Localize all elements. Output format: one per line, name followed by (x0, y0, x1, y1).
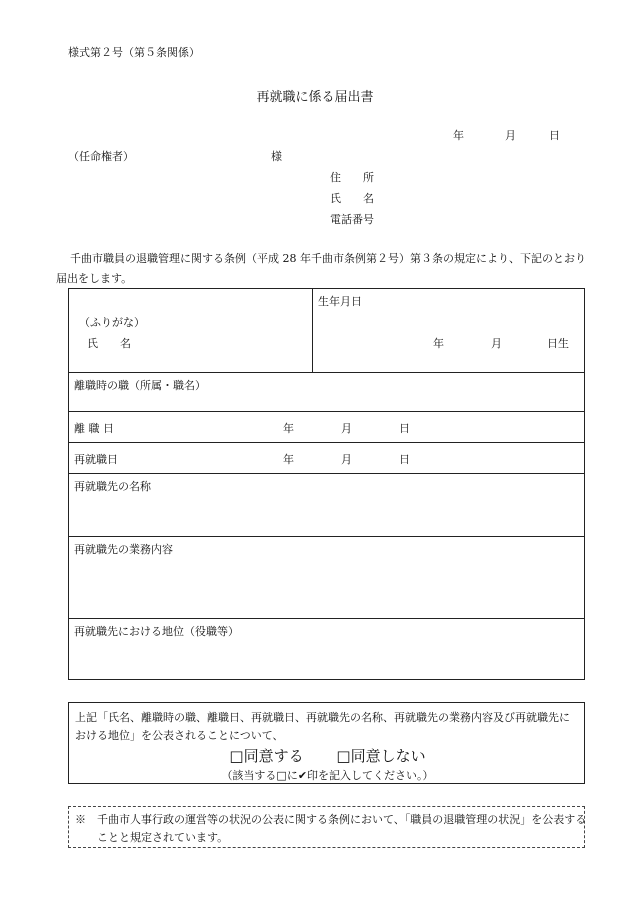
employer-name-label: 再就職先の名称 (74, 480, 151, 493)
consent-choices (69, 745, 586, 766)
form-number: 様式第２号（第５条関係） (68, 46, 200, 59)
retire-date-label: 離 職 日 (74, 422, 114, 435)
employer-position-label: 再就職先における地位（役職等） (74, 625, 239, 638)
date-year: 年 (453, 129, 464, 142)
row-divider (69, 372, 584, 373)
retire-day-label: 日 (399, 422, 410, 435)
honorific-label: 様 (271, 150, 282, 163)
birth-day-label: 日生 (547, 337, 569, 350)
reemploy-day-label: 日 (399, 453, 410, 466)
retire-month-label: 月 (341, 422, 352, 435)
name-field-label: 氏 名 (87, 337, 131, 350)
agree-checkbox[interactable]: □同意する (229, 747, 304, 765)
disagree-checkbox[interactable]: □同意しない (336, 747, 426, 765)
appointer-label: （任命権者） (68, 150, 134, 163)
birth-year-label: 年 (433, 337, 444, 350)
date-day: 日 (549, 129, 560, 142)
birth-month-label: 月 (491, 337, 502, 350)
date-month: 月 (505, 129, 516, 142)
reemploy-year-label: 年 (283, 453, 294, 466)
applicant-address-label: 住 所 (330, 171, 374, 184)
row-divider (69, 442, 584, 443)
row-divider (69, 473, 584, 474)
reemploy-month-label: 月 (341, 453, 352, 466)
retire-year-label: 年 (283, 422, 294, 435)
lead-paragraph: 千曲市職員の退職管理に関する条例（平成 28 年千曲市条例第２号）第３条の規定により、下記のとおり届出をします。 (56, 252, 586, 285)
employer-business-label: 再就職先の業務内容 (74, 543, 173, 556)
consent-hint: （該当する□に✔印を記入してください。） (221, 769, 434, 782)
applicant-phone-label: 電話番号 (330, 213, 374, 226)
name-birth-divider (312, 289, 313, 372)
row-divider (69, 536, 584, 537)
row-divider (69, 411, 584, 412)
footnote-text: ※ 千曲市人事行政の運営等の状況の公表に関する条例において、「職員の退職管理の状況」を公表することと規定されています。 (75, 813, 587, 844)
retire-position-label: 離職時の職（所属・職名） (74, 379, 206, 392)
applicant-name-label: 氏 名 (330, 192, 374, 205)
birthdate-label: 生年月日 (318, 295, 362, 308)
consent-box (68, 702, 585, 784)
page-title: 再就職に係る届出書 (256, 90, 374, 105)
reemploy-date-label: 再就職日 (74, 453, 118, 466)
furigana-label: （ふりがな） (79, 316, 145, 329)
report-table (68, 288, 585, 680)
footnote-box (68, 806, 585, 848)
row-divider (69, 618, 584, 619)
consent-text: 上記「氏名、離職時の職、離職日、再就職日、再就職先の名称、再就職先の業務内容及び再就職先における地位」を公表されることについて、 (75, 711, 570, 742)
